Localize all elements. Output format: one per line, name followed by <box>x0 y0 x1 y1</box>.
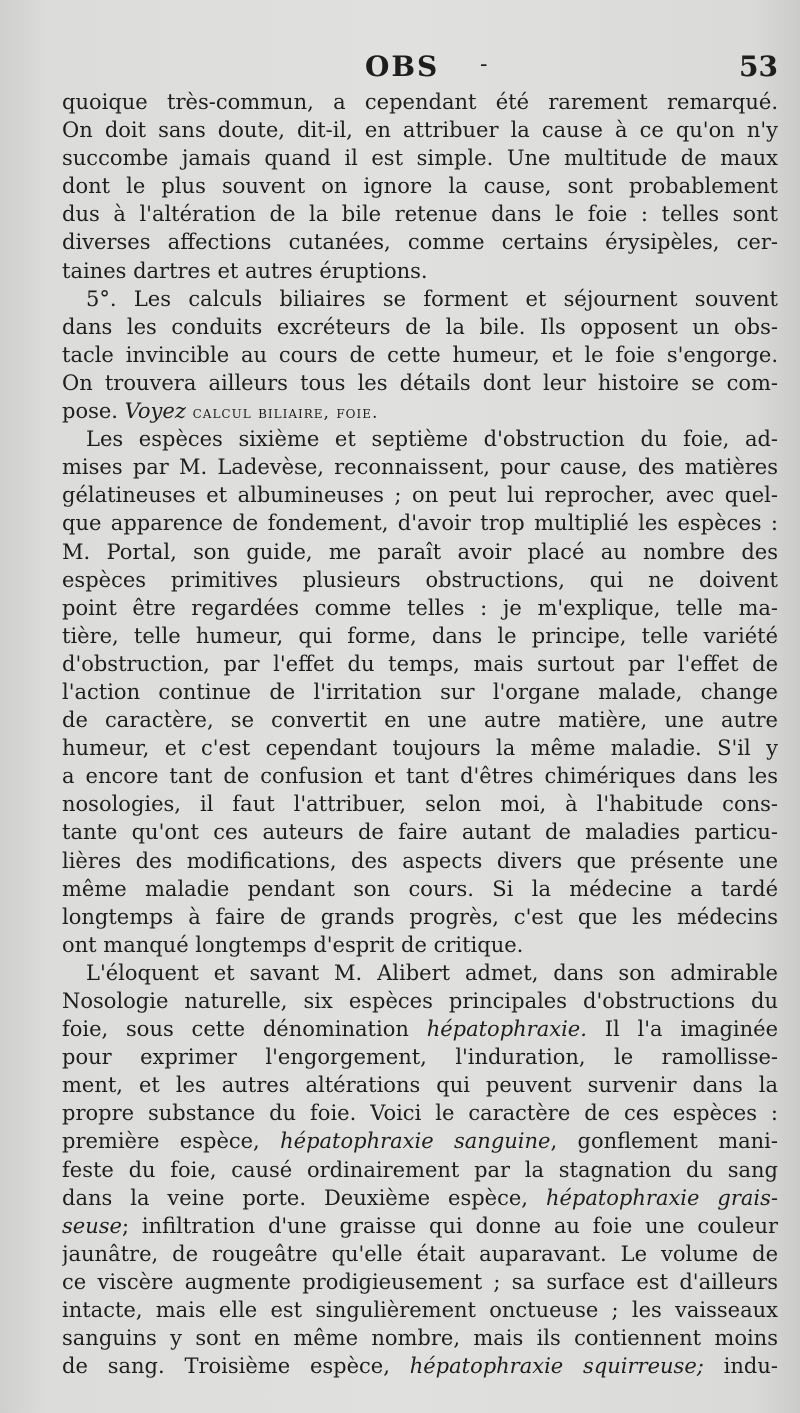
cross-reference: calcul biliaire, foie. <box>192 403 379 424</box>
text-line: dont le plus souvent on ignore la cause, sont probablement <box>62 174 778 199</box>
text-fragment: première espèce, <box>62 1129 260 1154</box>
running-head-mark: - <box>480 52 488 77</box>
text-line: de caractère, se convertit en une autre matière, une autre <box>62 708 778 733</box>
text-line: succombe jamais quand il est simple. Une multitude de maux <box>62 146 778 171</box>
text-line: lières des modifications, des aspects divers que présente une <box>62 848 778 873</box>
text-line: même maladie pendant son cours. Si la médecine a tardé <box>62 876 778 901</box>
running-head-title: OBS <box>365 50 440 83</box>
text-line: tière, telle humeur, qui forme, dans le principe, telle variété <box>62 623 778 648</box>
text-line: espèces primitives plusieurs obstructions, qui ne doivent <box>62 567 778 592</box>
text-line: dus à l'altération de la bile retenue dans le foie : telles sont <box>62 202 778 227</box>
text-line: tacle invincible au cours de cette humeur, et le foie s'engorge. <box>62 342 778 367</box>
text-line: pour exprimer l'engorgement, l'induration, le ramollisse- <box>62 1045 778 1070</box>
text-fragment: pose. <box>62 399 118 424</box>
text-line <box>62 397 778 425</box>
text-line: M. Portal, son guide, me paraît avoir placé au nombre des <box>62 539 778 564</box>
body-text <box>62 88 778 1380</box>
text-line: que apparence de fondement, d'avoir trop multiplié les espèces : <box>62 511 778 536</box>
text-line: humeur, et c'est cependant toujours la même maladie. S'il y <box>62 736 778 761</box>
text-line: a encore tant de confusion et tant d'êtres chimériques dans les <box>62 764 778 789</box>
text-line: point être regardées comme telles : je m'explique, telle ma- <box>62 595 778 620</box>
text-line <box>62 1184 778 1212</box>
term-sanguine: hépatophraxie sanguine <box>280 1129 551 1154</box>
text-line: tante qu'ont ces auteurs de faire autant de maladies particu- <box>62 820 778 845</box>
text-line: quoique très-commun, a cependant été rarement remarqué. <box>62 90 778 114</box>
text-line <box>62 1127 778 1155</box>
text-line <box>62 1352 778 1380</box>
voyez-ref: Voyez <box>124 399 186 424</box>
text-line: nosologies, il faut l'attribuer, selon moi, à l'habitude cons- <box>62 792 778 817</box>
text-line: Nosologie naturelle, six espèces principales d'obstructions du <box>62 989 778 1013</box>
text-fragment: infiltration d'une graisse qui donne au foie une couleur <box>141 1213 778 1238</box>
text-fragment: indu- <box>723 1354 778 1379</box>
text-line: ce viscère augmente prodigieusement ; sa surface est d'ailleurs <box>62 1269 778 1294</box>
text-line: feste du foie, causé ordinairement par la stagnation du sang <box>62 1157 778 1182</box>
text-line <box>62 1015 778 1043</box>
text-line: 5°. Les calculs biliaires se forment et séjournent souvent <box>86 286 778 311</box>
text-line: d'obstruction, par l'effet du temps, mais surtout par l'effet de <box>62 651 778 676</box>
text-line: propre substance du foie. Voici le caractère de ces espèces : <box>62 1101 778 1126</box>
text-line: On doit sans doute, dit-il, en attribuer la cause à ce qu'on n'y <box>62 118 778 143</box>
term-squirreuse: hépatophraxie squirreuse; <box>409 1354 704 1379</box>
text-line: On trouvera ailleurs tous les détails dont leur histoire se com- <box>62 370 778 395</box>
running-head <box>0 50 800 86</box>
text-line: Les espèces sixième et septième d'obstruction du foie, ad- <box>86 427 778 452</box>
page-number: 53 <box>739 50 778 83</box>
text-fragment: dans la veine porte. Deuxième espèce, <box>62 1185 528 1210</box>
text-fragment: de sang. Troisième espèce, <box>62 1354 390 1379</box>
text-fragment: , gonflement mani- <box>550 1129 778 1154</box>
text-line: ment, et les autres altérations qui peuvent survenir dans la <box>62 1073 778 1098</box>
text-line: L'éloquent et savant M. Alibert admet, dans son admirable <box>86 960 778 985</box>
text-line: longtemps à faire de grands progrès, c'est que les médecins <box>62 904 778 929</box>
text-line: ont manqué longtemps d'esprit de critique. <box>62 932 524 957</box>
text-line: diverses affections cutanées, comme certains érysipèles, cer- <box>62 230 778 255</box>
text-fragment: ; <box>121 1213 130 1238</box>
text-line <box>62 1212 778 1240</box>
text-line: intacte, mais elle est singulièrement onctueuse ; les vaisseaux <box>62 1298 778 1323</box>
text-line: jaunâtre, de rougeâtre qu'elle était auparavant. Le volume de <box>62 1241 778 1266</box>
text-line: l'action continue de l'irritation sur l'organe malade, change <box>62 679 778 704</box>
term-graisseuse-cont: seuse <box>62 1213 122 1238</box>
text-line: mises par M. Ladevèse, reconnaissent, pour cause, des matières <box>62 455 778 480</box>
term-hepatophraxie: hépatophraxie. <box>426 1017 587 1042</box>
text-line: sanguins y sont en même nombre, mais ils contiennent moins <box>62 1326 778 1351</box>
term-graisseuse: hépatophraxie grais- <box>545 1185 778 1210</box>
text-fragment: Il l'a imaginée <box>604 1017 778 1042</box>
text-line: dans les conduits excréteurs de la bile. Ils opposent un obs- <box>62 314 778 339</box>
text-line: gélatineuses et albumineuses ; on peut lui reprocher, avec quel- <box>62 483 778 508</box>
text-fragment: foie, sous cette dénomination <box>62 1017 409 1042</box>
text-line: taines dartres et autres éruptions. <box>62 258 428 283</box>
